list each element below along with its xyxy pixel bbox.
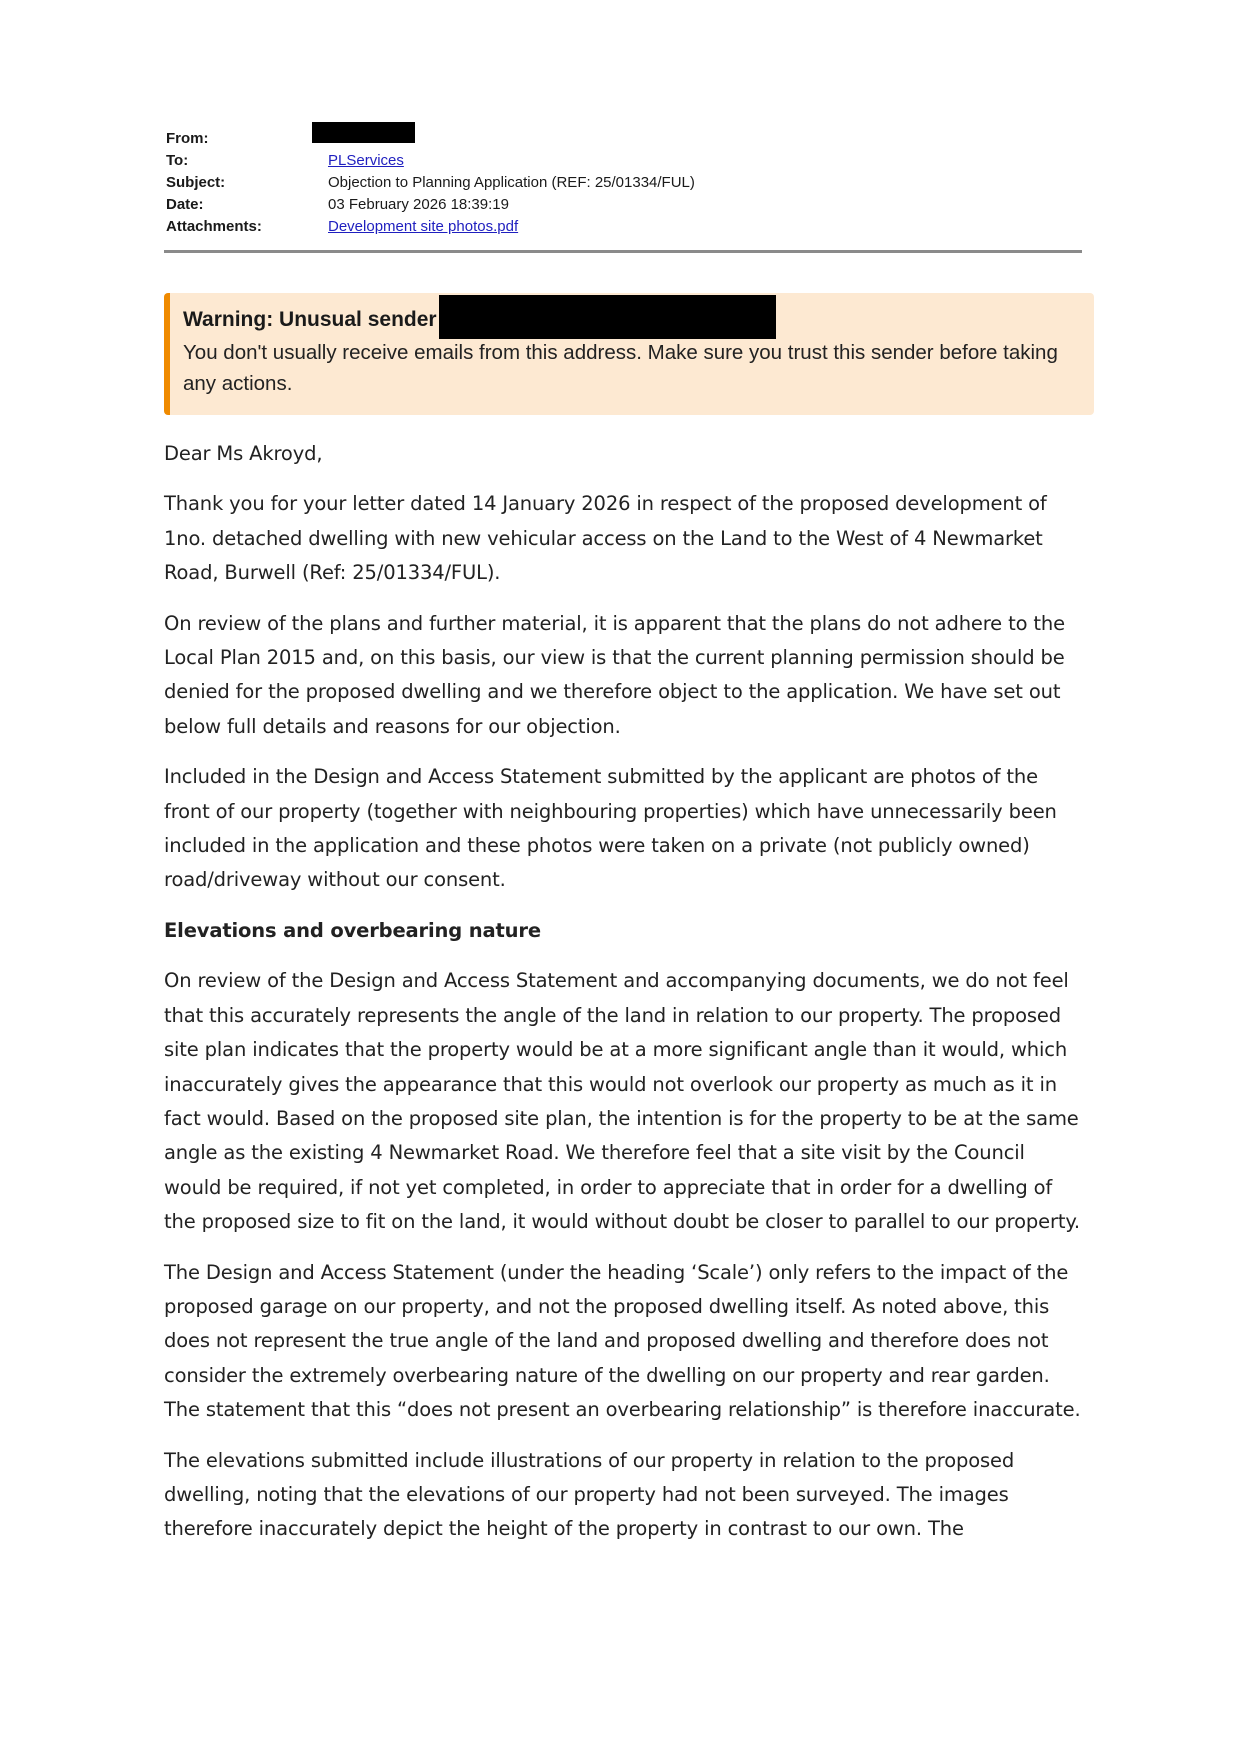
section-heading-elevations: Elevations and overbearing nature [164, 918, 541, 942]
paragraph-photos: Included in the Design and Access Statement submitted by the applicant are photos of the front of our property (together with neighbouring properties) which have unnecessarily been included in the application and these photos were taken on a private (not publicly owned) road/driveway without our consent. [164, 765, 1057, 892]
attachment-link[interactable]: Development site photos.pdf [328, 218, 519, 235]
date-value: 03 February 2026 18:39:19 [328, 196, 509, 213]
attachments-label: Attachments: [166, 218, 262, 235]
from-row [164, 128, 1082, 150]
date-row [164, 194, 1082, 216]
warning-title: Warning: Unusual sender [183, 308, 437, 331]
paragraph-elevations: The elevations submitted include illustrations of our property in relation to the proposed dwelling, noting that the elevations of our property had not been surveyed. The images therefore inaccurately depict the height of the property in contrast to our own. The [164, 1448, 1015, 1541]
subject-label: Subject: [166, 174, 226, 191]
paragraph-scale: The Design and Access Statement (under the heading ‘Scale’) only refers to the impact of the proposed garage on our property, and not the proposed dwelling itself. As noted above, this does not represent the true angle of the land and proposed dwelling and therefore does not consider the extremely overbearing nature of the dwelling on our property and rear garden. The statement that this “does not present an overbearing relationship” is therefore inaccurate. [164, 1260, 1081, 1422]
salutation: Dear Ms Akroyd, [164, 442, 323, 465]
paragraph-intro: Thank you for your letter dated 14 January 2026 in respect of the proposed development of 1no. detached dwelling with new vehicular access on the Land to the West of 4 Newmarket Road, Burwell (Ref: 25/01334/FUL). [164, 492, 1047, 585]
to-link[interactable]: PLServices [328, 152, 404, 169]
paragraph-angle: On review of the Design and Access Statement and accompanying documents, we do not feel that this accurately represents the angle of the land in relation to our property. The proposed site plan indicates that the property would be at a more significant angle than it would, which inaccurately gives the appearance that this would not overlook our property as much as it in fact would. Based on the proposed site plan, the intention is for the property to be at the same angle as the existing 4 Newmarket Road. We therefore feel that a site visit by the Council would be required, if not yet completed, in order to appreciate that in order for a dwelling of the proposed size to fit on the land, it would without doubt be closer to parallel to our property. [164, 969, 1080, 1234]
email-header [164, 128, 1082, 238]
attachments-row [164, 216, 1082, 238]
date-label: Date: [166, 196, 204, 213]
warning-title-row [183, 305, 1076, 335]
from-label: From: [166, 130, 209, 147]
subject-row [164, 172, 1082, 194]
header-divider [164, 250, 1082, 253]
from-value [328, 128, 1082, 150]
subject-value: Objection to Planning Application (REF: 25/01334/FUL) [328, 174, 695, 191]
warning-message: You don't usually receive emails from this address. Make sure you trust this sender before taking any actions. [183, 341, 1058, 395]
document-page [164, 128, 1082, 1563]
paragraph-review: On review of the plans and further material, it is apparent that the plans do not adhere to the Local Plan 2015 and, on this basis, our view is that the current planning permission should be denied for the proposed dwelling and we therefore object to the application. We have set out below full details and reasons for our objection. [164, 611, 1065, 738]
to-label: To: [166, 152, 189, 169]
redacted-address-block [439, 295, 776, 339]
to-row [164, 150, 1082, 172]
redacted-sender-block [312, 122, 415, 143]
letter-body [164, 437, 1082, 1547]
unusual-sender-warning [164, 293, 1094, 415]
